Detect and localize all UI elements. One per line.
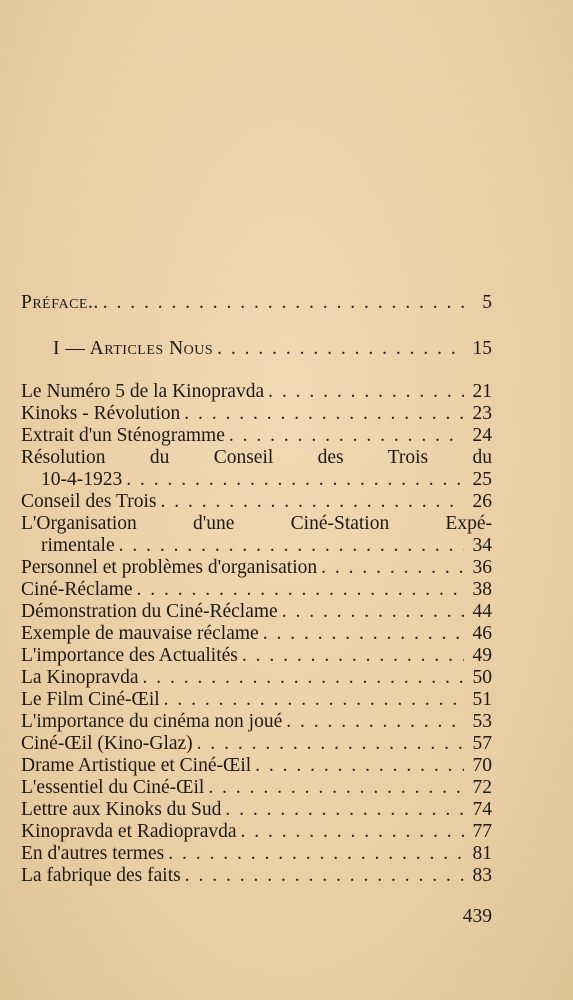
- toc-entry: [21, 623, 492, 645]
- toc-entry-title: Ciné-Réclame: [21, 579, 133, 600]
- toc-entry-page: 26: [472, 491, 492, 512]
- toc-entry: [21, 601, 492, 623]
- toc-entry-title: En d'autres termes: [21, 843, 165, 864]
- toc-entry-title: Ciné-Œil (Kino-Glaz): [21, 733, 193, 754]
- toc-entry-preface: [21, 292, 492, 314]
- toc-entry-title: rimentale: [41, 535, 115, 556]
- dot-leader: [217, 338, 464, 360]
- toc-entry-page: 72: [472, 777, 492, 798]
- page-number: 439: [462, 906, 492, 927]
- toc-entry: [21, 777, 492, 799]
- toc-entry: [21, 755, 492, 777]
- toc-entry-page: 49: [472, 645, 492, 666]
- toc-entry: [21, 865, 492, 887]
- dot-leader: [286, 711, 464, 733]
- toc-entry-page: 34: [472, 535, 492, 556]
- toc-entry-title: L'importance des Actualités: [21, 645, 238, 666]
- dot-leader: [268, 381, 464, 403]
- dot-leader: [160, 491, 464, 513]
- toc-entry-page: 51: [472, 689, 492, 710]
- toc-entry-title: Conseil des Trois: [21, 491, 157, 512]
- dot-leader: [242, 645, 464, 667]
- toc-entry-title: Extrait d'un Sténogramme: [21, 425, 225, 446]
- dot-leader: [208, 777, 464, 799]
- toc-entry: [41, 535, 492, 557]
- dot-leader: [282, 601, 464, 623]
- toc-entry-title: Lettre aux Kinoks du Sud: [21, 799, 222, 820]
- toc-entry-page: 24: [472, 425, 492, 446]
- toc-entry-title: Kinoks - Révolution: [21, 403, 181, 424]
- toc-entry: [21, 689, 492, 711]
- toc-entry: [21, 491, 492, 513]
- dot-leader: [255, 755, 464, 777]
- toc-entry: [21, 645, 492, 667]
- toc-entry: [21, 579, 492, 601]
- dot-leader: [164, 689, 464, 711]
- toc-entry-page: 23: [472, 403, 492, 424]
- toc-entry: [21, 667, 492, 689]
- toc-entry-title: Exemple de mauvaise réclame: [21, 623, 259, 644]
- dot-leader: [168, 843, 464, 865]
- toc-entry-title: Le Film Ciné-Œil: [21, 689, 160, 710]
- toc-entry-title: Le Numéro 5 de la Kinopravda: [21, 381, 265, 402]
- toc-entry-title-first-line: Résolution du Conseil des Trois du: [21, 447, 492, 468]
- dot-leader: [225, 799, 464, 821]
- toc-entry-page: 5: [482, 292, 492, 313]
- toc-entry-title: 10-4-1923: [41, 469, 123, 490]
- toc-entry: [21, 821, 492, 843]
- toc-entry-title: Préface..: [21, 292, 99, 313]
- section-title: I — Articles Nous: [53, 338, 214, 359]
- toc-entry-page: 57: [472, 733, 492, 754]
- toc-entry: [21, 843, 492, 865]
- toc-entry-page: 74: [472, 799, 492, 820]
- dot-leader: [263, 623, 464, 645]
- dot-leader: [137, 579, 464, 601]
- dot-leader: [241, 821, 464, 843]
- toc-entry: [21, 381, 492, 403]
- dot-leader: [321, 557, 464, 579]
- toc-section-heading: [53, 338, 492, 360]
- dot-leader: [185, 865, 464, 887]
- toc-entry-page: 25: [472, 469, 492, 490]
- toc-entry-page: 77: [472, 821, 492, 842]
- toc-entry-page: 46: [472, 623, 492, 644]
- section-page: 15: [472, 338, 492, 359]
- toc-entry-title: Drame Artistique et Ciné-Œil: [21, 755, 252, 776]
- toc-entry-title: L'essentiel du Ciné-Œil: [21, 777, 205, 798]
- toc-entry: [21, 799, 492, 821]
- dot-leader: [119, 535, 464, 557]
- dot-leader: [126, 469, 464, 491]
- dot-leader: [184, 403, 464, 425]
- toc-entry-page: 50: [472, 667, 492, 688]
- toc-entry-page: 44: [472, 601, 492, 622]
- toc-entry-page: 21: [472, 381, 492, 402]
- toc-entry-title: La fabrique des faits: [21, 865, 181, 886]
- dot-leader: [197, 733, 464, 755]
- toc-entry-title-first-line: L'Organisation d'une Ciné-Station Expé-: [21, 513, 492, 534]
- toc-entry-title: Démonstration du Ciné-Réclame: [21, 601, 278, 622]
- toc-entry-page: 53: [472, 711, 492, 732]
- toc-entry-page: 70: [472, 755, 492, 776]
- toc-entry-title: Kinopravda et Radiopravda: [21, 821, 237, 842]
- dot-leader: [143, 667, 465, 689]
- dot-leader: [229, 425, 464, 447]
- toc-entry-page: 38: [472, 579, 492, 600]
- toc-entry-page: 83: [472, 865, 492, 886]
- dot-leader: [103, 292, 464, 314]
- toc-entry: [21, 425, 492, 447]
- toc-entry: [21, 711, 492, 733]
- toc-entry: [21, 557, 492, 579]
- toc-entry-title: L'importance du cinéma non joué: [21, 711, 283, 732]
- toc-entry: [41, 469, 492, 491]
- toc-entry-page: 81: [472, 843, 492, 864]
- toc-entry-title: La Kinopravda: [21, 667, 139, 688]
- toc-entry-page: 36: [472, 557, 492, 578]
- toc-entry-title: Personnel et problèmes d'organisation: [21, 557, 318, 578]
- toc-entry: [21, 733, 492, 755]
- toc-entry: [21, 403, 492, 425]
